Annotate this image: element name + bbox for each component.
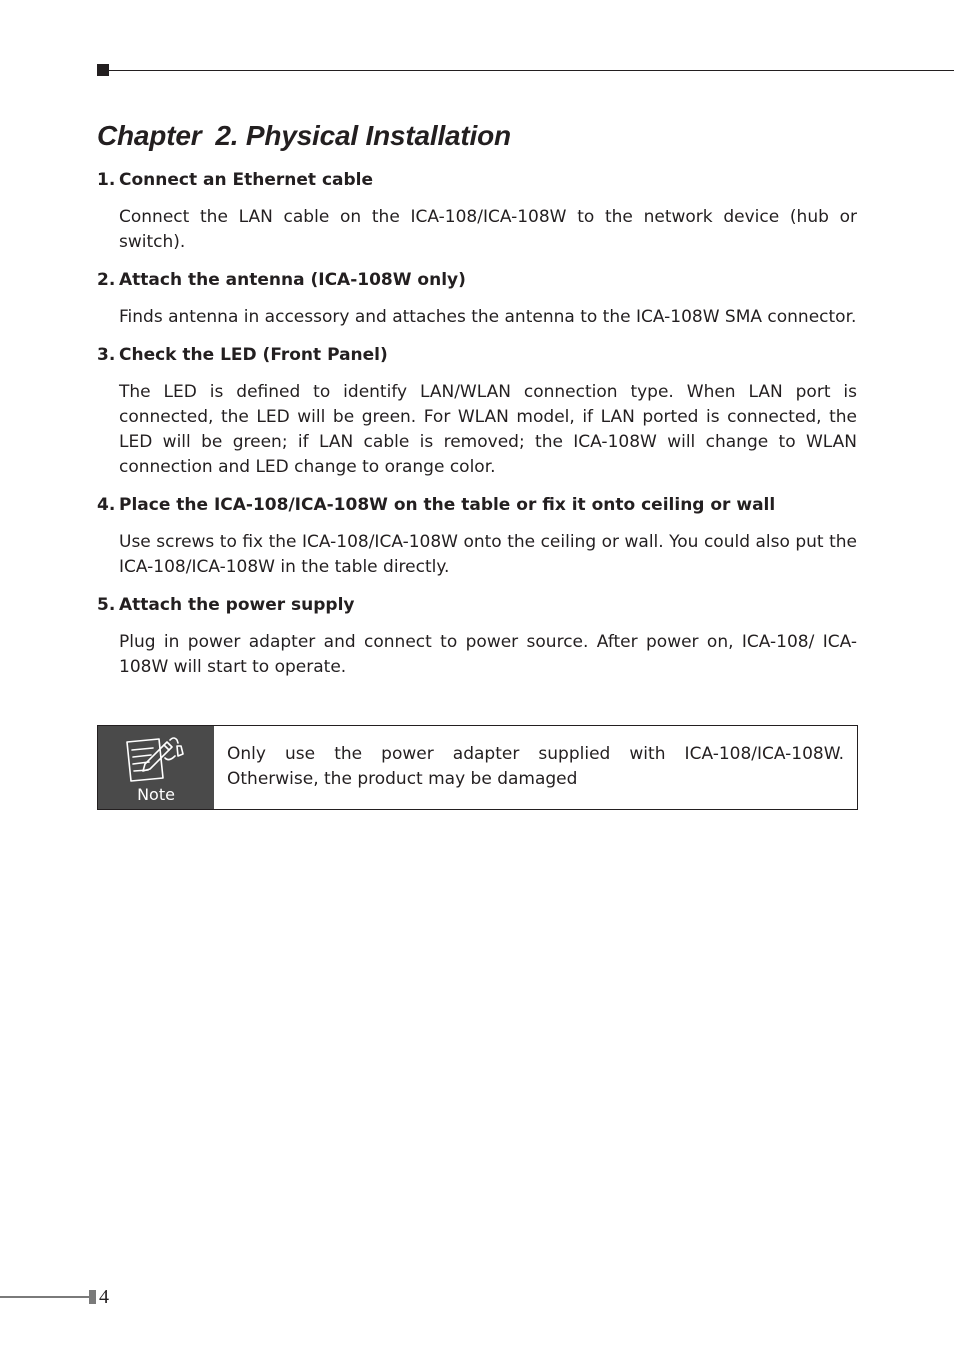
step-title: Attach the power supply bbox=[119, 595, 355, 615]
step-number: 1. bbox=[97, 170, 116, 190]
step-body: The LED is defined to identify LAN/WLAN connection type. When LAN port is connected, the LED will be green. For WLAN model, if LAN ported is connected, the LED will be green; if LAN cable is removed; the ICA-108W will change to WLAN connection and LED change to orange color. bbox=[119, 382, 857, 477]
step-check-led bbox=[97, 343, 857, 480]
chapter-label: Chapter bbox=[97, 120, 202, 151]
step-title: Check the LED (Front Panel) bbox=[119, 345, 388, 365]
step-number: 4. bbox=[97, 495, 116, 515]
step-heading bbox=[97, 268, 857, 292]
step-body: Connect the LAN cable on the ICA-108/ICA-108W to the network device (hub or switch). bbox=[119, 207, 857, 252]
chapter-name: 2. Physical Installation bbox=[215, 120, 511, 151]
step-connect-ethernet bbox=[97, 168, 857, 255]
step-place-device bbox=[97, 493, 857, 580]
note-label: Note bbox=[137, 785, 175, 804]
header-rule-line bbox=[109, 70, 954, 71]
note-icon-panel bbox=[98, 726, 214, 809]
header-rule-square bbox=[97, 64, 109, 76]
chapter-title bbox=[97, 120, 511, 152]
step-attach-antenna bbox=[97, 268, 857, 330]
step-heading bbox=[97, 493, 857, 517]
step-title: Connect an Ethernet cable bbox=[119, 170, 374, 190]
footer-rule bbox=[0, 1296, 89, 1298]
step-heading bbox=[97, 343, 857, 367]
step-body: Use screws to fix the ICA-108/ICA-108W onto the ceiling or wall. You could also put the ICA-108/ICA-108W in the table directly. bbox=[119, 532, 857, 577]
step-body: Finds antenna in accessory and attaches the antenna to the ICA-108W SMA connector. bbox=[119, 307, 857, 327]
step-number: 3. bbox=[97, 345, 116, 365]
note-text: Only use the power adapter supplied with ICA-108/ICA-108W. Otherwise, the product may be damaged bbox=[227, 744, 844, 789]
step-body: Plug in power adapter and connect to power source. After power on, ICA-108/ ICA-108W will start to operate. bbox=[119, 632, 857, 677]
note-pencil-icon bbox=[123, 734, 189, 784]
step-number: 2. bbox=[97, 270, 116, 290]
step-attach-power bbox=[97, 593, 857, 680]
step-title: Place the ICA-108/ICA-108W on the table or fix it onto ceiling or wall bbox=[119, 495, 776, 515]
step-heading bbox=[97, 593, 857, 617]
page-footer bbox=[0, 1286, 120, 1308]
note-callout bbox=[97, 725, 858, 810]
footer-rule-marker bbox=[89, 1290, 96, 1304]
step-number: 5. bbox=[97, 595, 116, 615]
installation-steps bbox=[97, 168, 857, 680]
step-heading bbox=[97, 168, 857, 192]
page-number: 4 bbox=[99, 1286, 109, 1308]
header-rule bbox=[97, 64, 954, 76]
step-title: Attach the antenna (ICA-108W only) bbox=[119, 270, 466, 290]
